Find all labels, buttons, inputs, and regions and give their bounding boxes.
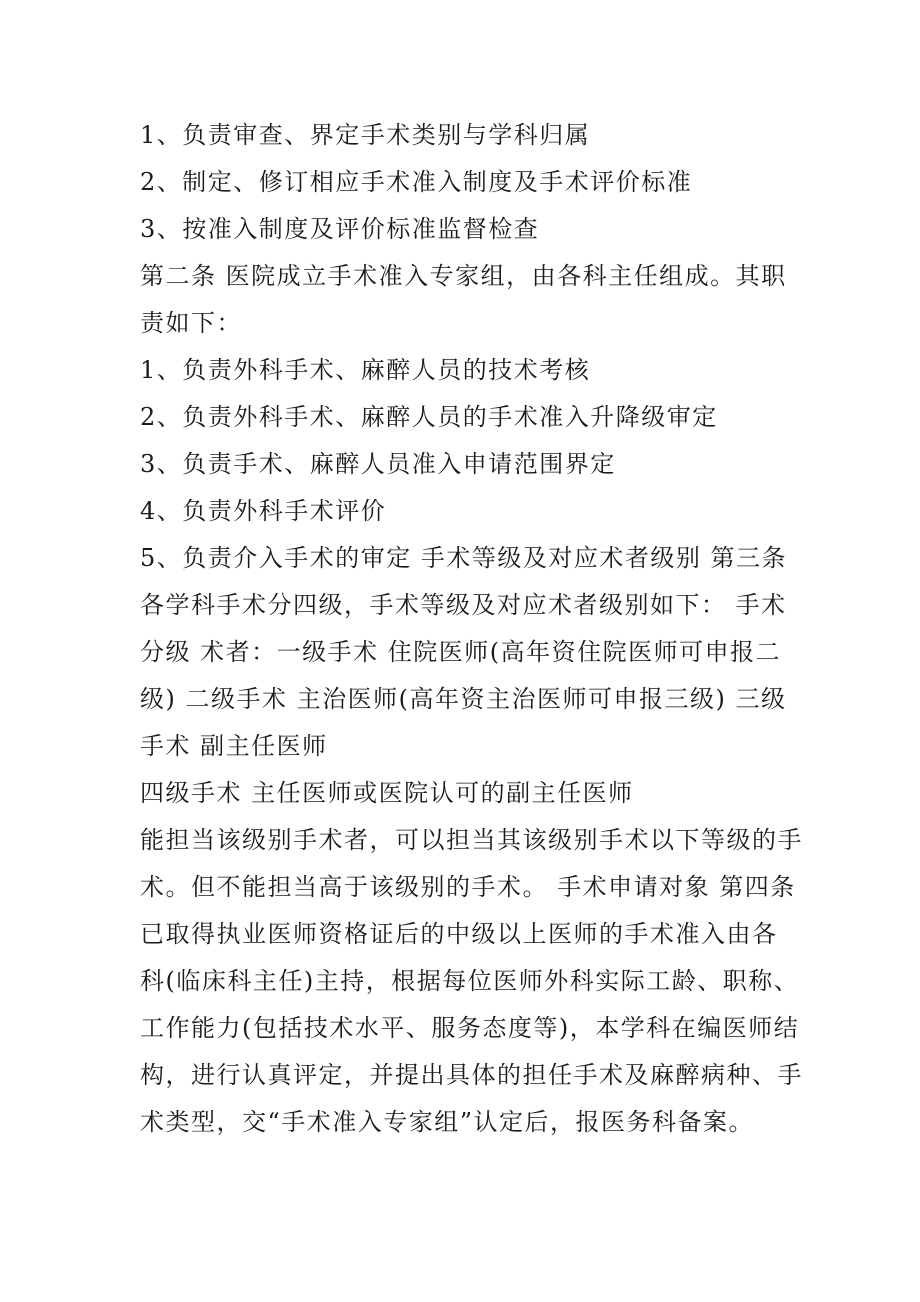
text-line: 能担当该级别手术者，可以担当其该级别手术以下等级的手 (140, 826, 803, 854)
text-line: 构，进行认真评定，并提出具体的担任手术及麻醉病种、手 (140, 1061, 803, 1089)
text-line: 责如下： (140, 309, 242, 337)
text-line: 第二条 医院成立手术准入专家组，由各科主任组成。其职 (140, 262, 787, 290)
text-line: 1、负责审查、界定手术类别与学科归属 (140, 121, 591, 149)
text-line: 2、制定、修订相应手术准入制度及手术评价标准 (140, 168, 693, 196)
text-line: 分级 术者：一级手术 住院医师(高年资住院医师可申报二 (140, 638, 782, 666)
text-line: 术类型，交“手术准入专家组”认定后，报医务科备案。 (140, 1108, 755, 1136)
text-line: 级) 二级手术 主治医师(高年资主治医师可申报三级) 三级 (140, 685, 787, 713)
text-line: 手术 副主任医师 (140, 732, 328, 760)
text-line: 3、负责手术、麻醉人员准入申请范围界定 (140, 450, 616, 478)
text-line: 术。但不能担当高于该级别的手术。 手术申请对象 第四条 (140, 873, 796, 901)
text-line: 科(临床科主任)主持，根据每位医师外科实际工龄、职称、 (140, 967, 800, 995)
text-line: 2、负责外科手术、麻醉人员的手术准入升降级审定 (140, 403, 718, 431)
text-line: 工作能力(包括技术水平、服务态度等)，本学科在编医师结 (140, 1014, 800, 1042)
text-line: 各学科手术分四级，手术等级及对应术者级别如下： 手术 (140, 591, 787, 619)
text-line: 1、负责外科手术、麻醉人员的技术考核 (140, 356, 591, 384)
text-line: 四级手术 主任医师或医院认可的副主任医师 (140, 779, 634, 807)
document-body (140, 112, 803, 1146)
text-line: 4、负责外科手术评价 (140, 497, 387, 525)
text-line: 3、按准入制度及评价标准监督检查 (140, 215, 540, 243)
text-line: 已取得执业医师资格证后的中级以上医师的手术准入由各 (140, 920, 778, 948)
text-line: 5、负责介入手术的审定 手术等级及对应术者级别 第三条 (140, 544, 788, 572)
